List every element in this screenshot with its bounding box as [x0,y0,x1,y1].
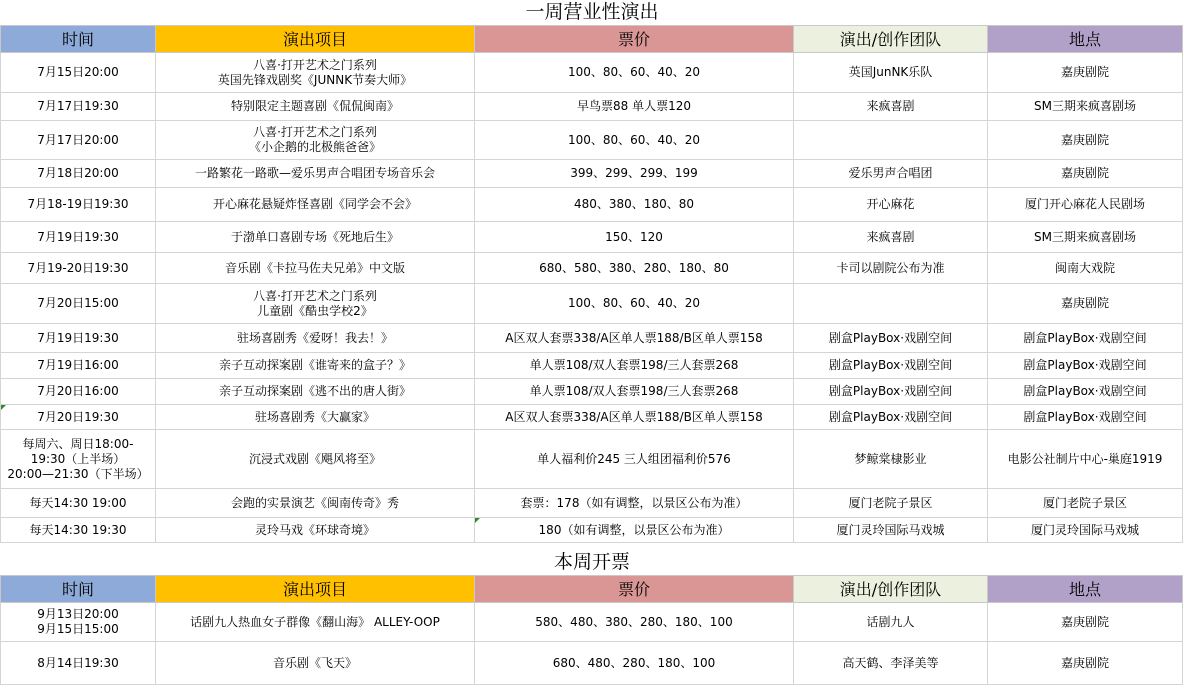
cell-venue[interactable] [988,93,1183,121]
cell-line: 7月20日16:00 [37,384,119,398]
cell-team[interactable] [794,284,988,324]
header-price[interactable]: 票价 [475,26,794,53]
header-time[interactable]: 时间 [1,26,156,53]
cell-line: 7月17日20:00 [37,132,119,147]
cell-venue[interactable] [988,324,1183,353]
cell-show[interactable] [156,603,475,642]
cell-line: 嘉庚剧院 [1060,65,1109,79]
cell-line: 嘉庚剧院 [1060,296,1109,310]
cell-team[interactable] [794,222,988,253]
cell-line: 7月15日20:00 [37,65,119,79]
cell-price[interactable] [475,160,794,188]
cell-line: 厦门开心麻花人民剧场 [1024,197,1145,211]
cell-line: 19:30（上半场） [30,451,126,466]
cell-show[interactable] [156,53,475,93]
header-team[interactable]: 演出/创作团队 [794,576,988,603]
cell-show[interactable] [156,518,475,543]
cell-venue[interactable] [988,353,1183,379]
cell-line: 开心麻花悬疑炸怪喜剧《同学会不会》 [212,197,417,211]
cell-price[interactable] [475,324,794,353]
cell-line: 亲子互动探案剧《谁寄来的盒子？》 [218,358,411,372]
cell-team[interactable] [794,188,988,222]
table-row [1,405,1183,430]
cell-price[interactable] [475,284,794,324]
cell-time[interactable] [1,489,156,518]
cell-line: 会跑的实景演艺《闽南传奇》秀 [230,495,399,510]
cell-line: 剧盒PlayBox·戏剧空间 [1023,384,1147,398]
cell-price[interactable] [475,253,794,284]
cell-line: 7月19-20日19:30 [27,260,129,275]
cell-show[interactable] [156,642,475,685]
cell-line: 闽南大戏院 [1054,260,1115,275]
cell-line: 7月20日19:30 [37,409,119,424]
cell-line: 于渤单口喜剧专场《死地后生》 [230,229,399,244]
cell-line: 八喜·打开艺术之门系列 [253,57,377,72]
cell-time[interactable] [1,53,156,93]
cell-line: 厦门老院子景区 [848,495,933,510]
cell-line: 来疯喜剧 [866,229,915,244]
cell-line: 驻场喜剧秀《大赢家》 [254,409,375,424]
cell-line: 驻场喜剧秀《爱呀！我去！》 [236,330,393,345]
cell-venue[interactable] [988,518,1183,543]
table-row [1,603,1183,642]
cell-time[interactable] [1,379,156,405]
cell-time[interactable] [1,160,156,188]
cell-show[interactable] [156,93,475,121]
cell-line: 儿童剧《酷虫学校2》 [257,303,373,318]
cell-time[interactable] [1,253,156,284]
cell-venue[interactable] [988,53,1183,93]
cell-line: 英国先锋戏剧奖《JUNNK节奏大师》 [217,72,413,87]
cell-show[interactable] [156,353,475,379]
cell-show[interactable] [156,379,475,405]
cell-price[interactable] [475,121,794,160]
cell-line: A区双人套票338/A区单人票188/B区单人票158 [505,409,763,424]
table-row [1,222,1183,253]
cell-line: 剧盒PlayBox·戏剧空间 [828,330,953,345]
cell-line: 399、299、299、199 [570,166,698,180]
cell-line: 音乐剧《卡拉马佐夫兄弟》中文版 [224,260,405,275]
cell-line: 480、380、180、80 [574,197,694,211]
cell-time[interactable] [1,324,156,353]
cell-time[interactable] [1,405,156,430]
cell-line: 9月13日20:00 [37,607,119,621]
cell-show[interactable] [156,188,475,222]
cell-line: 180（如有调整，以景区公布为准） [538,522,730,537]
cell-line: 580、480、380、280、180、100 [535,614,733,629]
cell-venue[interactable] [988,489,1183,518]
table-row [1,53,1183,93]
cell-line: 8月14日19:30 [37,655,119,670]
cell-venue[interactable] [988,603,1183,642]
cell-line: 沉浸式戏剧《飓风将至》 [248,451,381,466]
cell-price[interactable] [475,430,794,489]
cell-line: 亲子互动探案剧《逃不出的唐人街》 [218,384,411,398]
cell-team[interactable] [794,324,988,353]
cell-team[interactable] [794,405,988,430]
cell-team[interactable] [794,603,988,642]
cell-venue[interactable] [988,121,1183,160]
cell-show[interactable] [156,324,475,353]
cell-line: 7月19日16:00 [37,358,119,372]
cell-line: 7月18日20:00 [37,166,119,180]
cell-show[interactable] [156,430,475,489]
table-row [1,160,1183,188]
header-show[interactable]: 演出项目 [156,26,475,53]
cell-team[interactable] [794,93,988,121]
cell-line: 剧盒PlayBox·戏剧空间 [828,358,953,372]
cell-line: 剧盒PlayBox·戏剧空间 [1023,358,1147,372]
cell-line: 7月18-19日19:30 [27,197,129,211]
header-team[interactable]: 演出/创作团队 [794,26,988,53]
cell-line: 嘉庚剧院 [1060,132,1109,147]
cell-line: 高天鹤、李泽美等 [842,655,939,670]
cell-show[interactable] [156,405,475,430]
header-venue[interactable]: 地点 [988,576,1183,603]
ticket-opening-table [0,575,1183,685]
cell-line: 100、80、60、40、20 [568,132,700,147]
cell-show[interactable] [156,284,475,324]
cell-venue[interactable] [988,253,1183,284]
cell-show[interactable] [156,160,475,188]
cell-line: 厦门灵玲国际马戏城 [1030,522,1139,537]
cell-venue[interactable] [988,284,1183,324]
weekly-shows-table [0,25,1183,543]
cell-team[interactable] [794,160,988,188]
cell-line: 剧盒PlayBox·戏剧空间 [1023,409,1147,424]
cell-line: 7月19日19:30 [37,330,119,345]
cell-line: 单人票108/双人套票198/三人套票268 [529,358,739,372]
cell-show[interactable] [156,222,475,253]
cell-venue[interactable] [988,188,1183,222]
cell-line: 厦门灵玲国际马戏城 [836,522,945,537]
cell-price[interactable] [475,353,794,379]
cell-line: 剧盒PlayBox·戏剧空间 [1023,330,1147,345]
table-row [1,489,1183,518]
table-row [1,518,1183,543]
section-title-ticket-opening: 本周开票 [553,551,630,573]
cell-team[interactable] [794,353,988,379]
table-header-row [1,26,1183,53]
table-row [1,93,1183,121]
cell-line: SM三期来疯喜剧场 [1034,229,1136,244]
cell-line: 话剧九人 [866,614,915,629]
cell-line: 电影公社制片中心-巢庭1919 [1007,451,1163,466]
cell-line: 剧盒PlayBox·戏剧空间 [828,384,953,398]
cell-line: 来疯喜剧 [866,99,915,113]
cell-line: 剧盒PlayBox·戏剧空间 [828,409,953,424]
cell-line: 卡司以剧院公布为准 [836,260,945,275]
cell-line: 早鸟票88 单人票120 [577,99,691,113]
cell-show[interactable] [156,253,475,284]
cell-line: 7月17日19:30 [37,99,119,113]
cell-time[interactable] [1,353,156,379]
cell-line: 开心麻花 [866,197,915,211]
header-venue[interactable]: 地点 [988,26,1183,53]
cell-time[interactable] [1,284,156,324]
cell-time[interactable] [1,93,156,121]
cell-line: 20:00—21:30（下半场） [7,466,149,481]
cell-line: 厦门老院子景区 [1042,495,1127,510]
cell-venue[interactable] [988,160,1183,188]
cell-time[interactable] [1,603,156,642]
cell-line: 《小企鹅的北极熊爸爸》 [248,140,381,154]
cell-price[interactable] [475,222,794,253]
cell-line: 150、120 [605,229,663,244]
cell-line: 单人票108/双人套票198/三人套票268 [529,384,739,398]
cell-line: 嘉庚剧院 [1060,166,1109,180]
section-title-weekly-shows: 一周营业性演出 [525,1,659,23]
cell-line: 特别限定主题喜剧《侃侃闽南》 [230,99,399,113]
table-row [1,253,1183,284]
cell-line: 梦鲸棠棣影业 [854,451,927,466]
cell-line: 八喜·打开艺术之门系列 [253,288,377,303]
cell-venue[interactable] [988,222,1183,253]
table-row [1,324,1183,353]
header-time[interactable]: 时间 [1,576,156,603]
cell-line: 话剧九人热血女子群像《翻山海》 ALLEY-OOP [190,614,440,629]
cell-price[interactable] [475,642,794,685]
cell-team[interactable] [794,53,988,93]
cell-line: 嘉庚剧院 [1060,614,1109,629]
cell-line: 7月19日19:30 [37,229,119,244]
cell-team[interactable] [794,253,988,284]
table-header-row [1,576,1183,603]
cell-show[interactable] [156,121,475,160]
cell-time[interactable] [1,121,156,160]
cell-line: 单人福利价245 三人组团福利价576 [537,451,731,466]
cell-price[interactable] [475,603,794,642]
cell-price[interactable] [475,489,794,518]
table-row [1,642,1183,685]
cell-line: SM三期来疯喜剧场 [1034,99,1136,113]
cell-team[interactable] [794,430,988,489]
cell-line: 一路繁花一路歌—爱乐男声合唱团专场音乐会 [194,166,435,180]
cell-price[interactable] [475,405,794,430]
cell-venue[interactable] [988,642,1183,685]
cell-line: 音乐剧《飞天》 [272,655,357,670]
cell-line: 7月20日15:00 [37,296,119,310]
table-row [1,121,1183,160]
cell-team[interactable] [794,379,988,405]
table-row [1,284,1183,324]
cell-line: 嘉庚剧院 [1060,655,1109,670]
cell-price[interactable] [475,518,794,543]
cell-line: 灵玲马戏《环球奇境》 [254,522,375,537]
table-row [1,353,1183,379]
cell-price[interactable] [475,93,794,121]
cell-team[interactable] [794,489,988,518]
cell-price[interactable] [475,188,794,222]
cell-venue[interactable] [988,379,1183,405]
cell-line: 英国JunNK乐队 [848,65,933,79]
cell-line: 680、580、380、280、180、80 [539,260,729,275]
cell-line: 套票：178（如有调整，以景区公布为准） [520,495,748,510]
header-price[interactable]: 票价 [475,576,794,603]
table-row [1,430,1183,489]
table-row [1,188,1183,222]
cell-team[interactable] [794,642,988,685]
cell-price[interactable] [475,53,794,93]
cell-line: A区双人套票338/A区单人票188/B区单人票158 [505,330,763,345]
cell-time[interactable] [1,222,156,253]
cell-line: 每天14:30 19:30 [29,522,127,537]
cell-venue[interactable] [988,405,1183,430]
cell-line: 100、80、60、40、20 [568,296,700,310]
cell-show[interactable] [156,489,475,518]
cell-line: 100、80、60、40、20 [568,65,700,79]
cell-time[interactable] [1,188,156,222]
cell-line: 每周六、周日18:00- [22,436,134,451]
header-show[interactable]: 演出项目 [156,576,475,603]
cell-price[interactable] [475,379,794,405]
cell-line: 八喜·打开艺术之门系列 [253,125,377,139]
cell-line: 每天14:30 19:00 [29,495,127,510]
cell-team[interactable] [794,518,988,543]
cell-line: 爱乐男声合唱团 [848,166,933,180]
cell-time[interactable] [1,430,156,489]
cell-time[interactable] [1,518,156,543]
cell-team[interactable] [794,121,988,160]
cell-line: 680、480、280、180、100 [552,655,716,670]
cell-time[interactable] [1,642,156,685]
table-row [1,379,1183,405]
cell-venue[interactable] [988,430,1183,489]
cell-line: 9月15日15:00 [37,622,119,636]
